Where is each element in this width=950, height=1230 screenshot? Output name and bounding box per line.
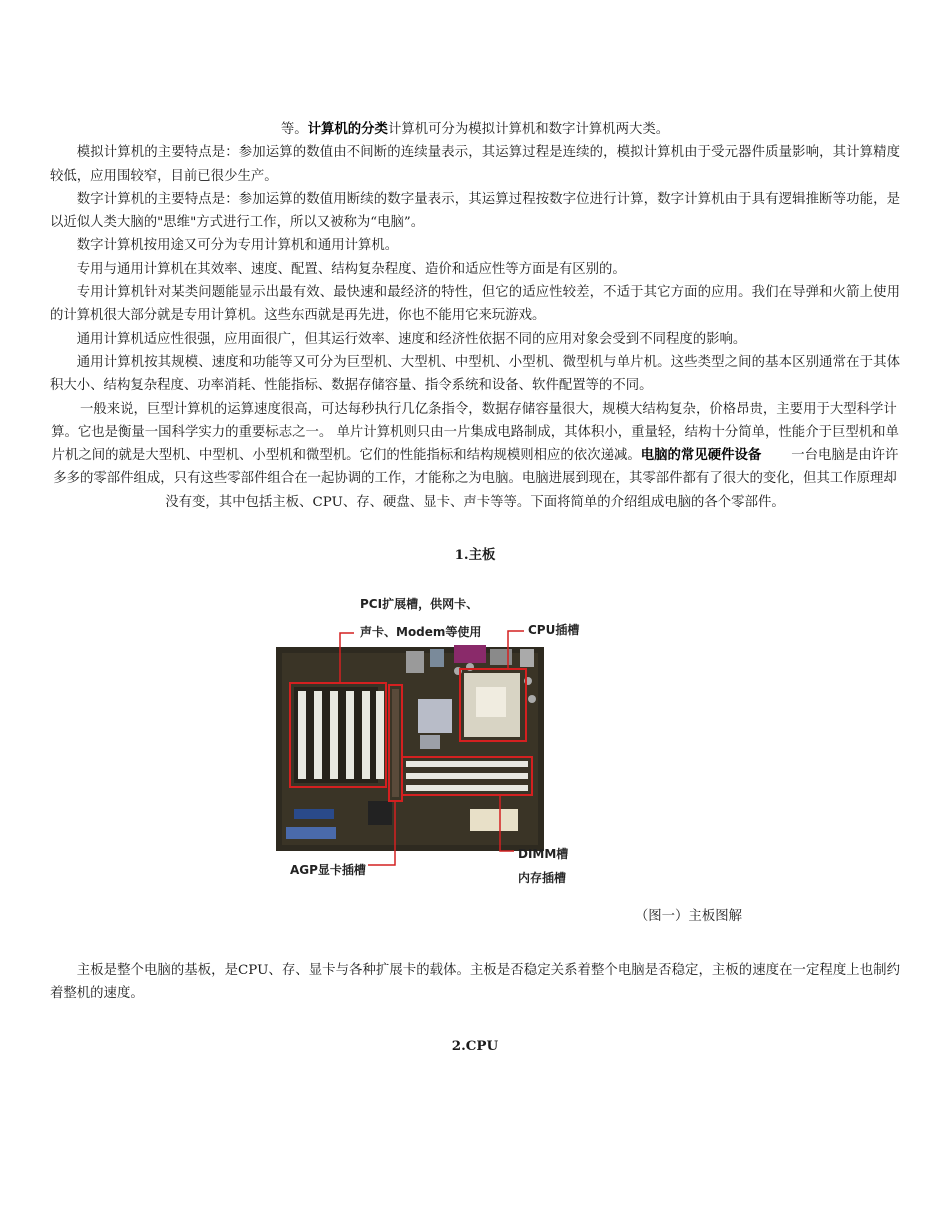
section-title-cpu: 2.CPU <box>451 1038 499 1055</box>
heading-common-hardware: 电脑的常见硬件设备 <box>640 447 762 464</box>
paragraph: 数字计算机的主要特点是：参加运算的数值用断续的数字量表示，其运算过程按数字位进行计算，数字计算机由于具有逻辑推断等功能，是以近似人类大脑的"思维"方式进行工作，所以又被称为“电脑”。 <box>50 191 900 231</box>
label-agp: AGP显卡插槽 <box>290 863 366 878</box>
label-pci: PCI扩展槽，供网卡、 <box>360 597 479 612</box>
label-pci-uses: 声卡、Modem等使用 <box>360 625 482 640</box>
intro-line: 等。计算机的分类计算机可分为模拟计算机和数字计算机两大类。 <box>280 121 670 137</box>
paragraph-hardware: 一般来说，巨型计算机的运算速度很高，可达每秒执行几亿条指令，数据存储容量很大，规模大结构复杂，价格昂贵，主要用于大型科学计算。它也是衡量一国科学实力的重要标志之一。 单片计算机则只由一片集成电路制成，其体积小，重量轻，结构十分简单，性能介于巨型机和单片机之间的就是大型机、中型机、小型机和微型机。它们的性能指标和结构规模则相应的依次递减。电脑的常见硬件设备 一台电脑是由许许多多的零部件组成，只有这些零部件组合在一起协调的工作，才能称之为电脑。电脑进展到现在，其零部件都有了很大的变化，但其工作原理却没有变，其中包括主板、CPU、存、硬盘、显卡、声卡等等。下面将简单的介绍组成电脑的各个零部件。 <box>51 401 899 510</box>
mainboard-figure <box>50 575 900 905</box>
label-dimm-memory: 内存插槽 <box>518 871 567 886</box>
paragraph: 通用计算机按其规模、速度和功能等又可分为巨型机、大型机、中型机、小型机、微型机与单片机。这些类型之间的基本区别通常在于其体积大小、结构复杂程度、功率消耗、性能指标、数据存储容量、指令系统和设备、软件配置等的不同。 <box>50 354 900 394</box>
section-title-mainboard: 1.主板 <box>454 547 496 564</box>
paragraph: 专用计算机针对某类问题能显示出最有效、最快速和最经济的特性，但它的适应性较差，不适于其它方面的应用。我们在导弹和火箭上使用的计算机很大部分就是专用计算机。这些东西就是再先进，你也不能用它来玩游戏。 <box>50 285 900 324</box>
paragraph: 数字计算机按用途又可分为专用计算机和通用计算机。 <box>76 238 399 254</box>
figure-caption: （图一）主板图解 <box>634 909 742 925</box>
heading-computer-classification: 计算机的分类 <box>307 121 388 137</box>
document-page <box>50 118 900 1059</box>
label-cpu-socket: CPU插槽 <box>528 623 580 638</box>
label-dimm: DIMM槽 <box>518 847 569 862</box>
paragraph-mainboard: 主板是整个电脑的基板，是CPU、存、显卡与各种扩展卡的载体。主板是否稳定关系着整个电脑是否稳定，主板的速度在一定程度上也制约着整机的速度。 <box>50 962 900 1001</box>
paragraph: 专用与通用计算机在其效率、速度、配置、结构复杂程度、造价和适应性等方面是有区别的。 <box>76 261 626 277</box>
paragraph: 模拟计算机的主要特点是：参加运算的数值由不间断的连续量表示，其运算过程是连续的，模拟计算机由于受元器件质量影响，其计算精度较低，应用围较窄，目前已很少生产。 <box>50 145 900 184</box>
paragraph: 通用计算机适应性很强，应用面很广，但其运行效率、速度和经济性依据不同的应用对象会受到不同程度的影响。 <box>76 331 747 347</box>
